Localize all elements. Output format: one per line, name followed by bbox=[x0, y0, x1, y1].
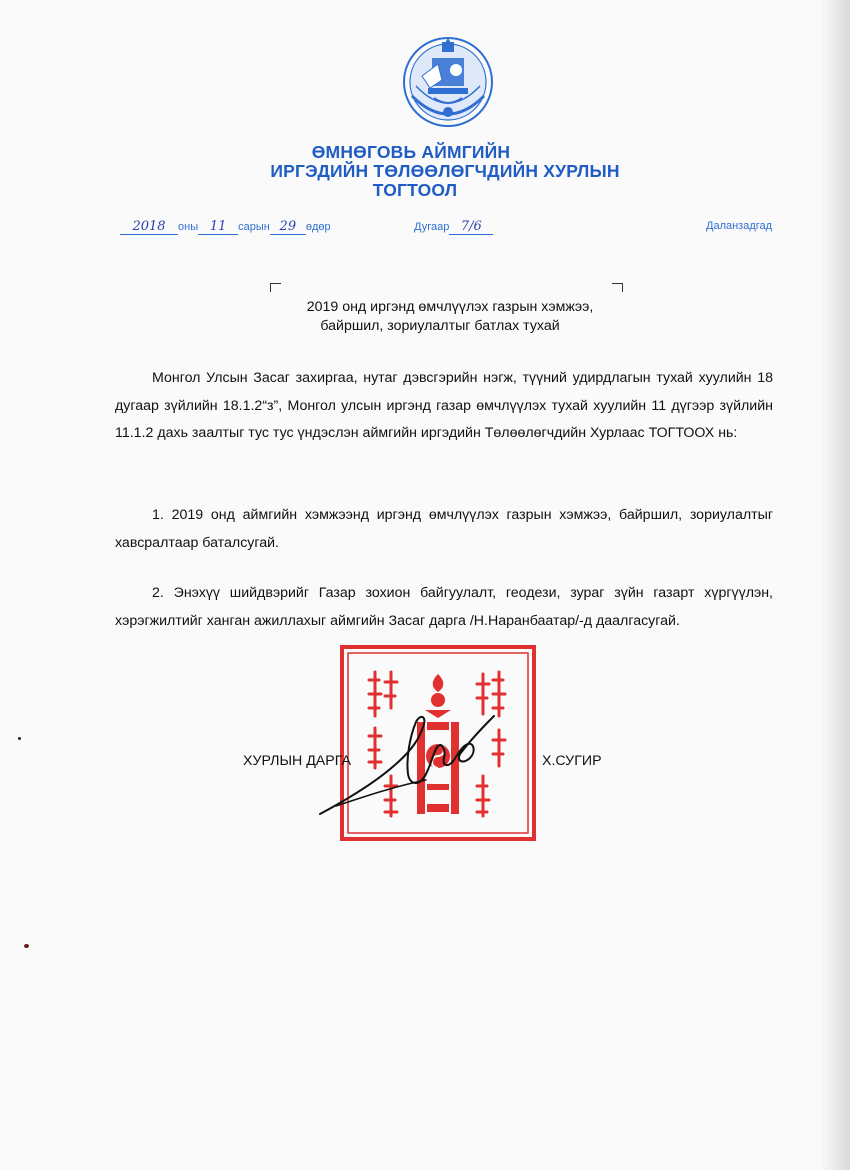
document-number-label: Дугаар bbox=[414, 221, 450, 233]
document-number-value: 7/6 bbox=[449, 220, 493, 235]
subject-corner-left bbox=[270, 283, 281, 292]
body-paragraph-preamble: Монгол Улсын Засаг захиргаа, нутаг дэвсгэрийн нэгж, түүний удирдлагын тухай хуулийн 18 дугаар зүйлийн 18.1.2“з”, Монгол улсын иргэнд газар өмчлүүлэх тухай хуулийн 11 дүгээр зүйлийн 11.1.2 дахь заалтыг тус тус үндэслэн аймгийн иргэдийн Төлөөлөгчдийн Хурлаас ТОГТООХ нь: bbox=[115, 370, 773, 442]
date-year-value: 2018 bbox=[120, 220, 178, 235]
date-line bbox=[120, 220, 331, 235]
scan-speck bbox=[24, 944, 29, 948]
date-day-value: 29 bbox=[270, 220, 306, 235]
date-year-label: оны bbox=[178, 221, 199, 233]
date-day-label: өдөр bbox=[305, 221, 331, 233]
scan-speck bbox=[18, 737, 21, 740]
handwritten-signature bbox=[316, 702, 506, 822]
header-council-title: ИРГЭДИЙН ТӨЛӨӨЛӨГЧДИЙН ХУРЛЫН bbox=[270, 161, 620, 181]
subject-corner-right bbox=[612, 283, 623, 292]
subject-line-1: 2019 онд иргэнд өмчлүүлэх газрын хэмжээ, bbox=[306, 299, 594, 315]
signatory-name: Х.СУГИР bbox=[542, 753, 602, 769]
header-document-type: ТОГТООЛ bbox=[372, 180, 458, 200]
subject-line-2: байршил, зориулалтыг батлах тухай bbox=[320, 318, 560, 334]
header-aimag-title: ӨМНӨГОВЬ АЙМГИЙН bbox=[311, 142, 511, 162]
document-place: Даланзадгад bbox=[706, 220, 773, 232]
body-paragraph-decision-2: 2. Энэхүү шийдвэрийг Газар зохион байгуулалт, геодези, зураг зүйн газарт хүргүүлэн, хэрэгжилтийг ханган ажиллахыг аймгийн Засаг дарга /Н.Наранбаатар/-д даалгасугай. bbox=[115, 585, 773, 629]
state-emblem-icon bbox=[402, 36, 494, 128]
date-month-value: 11 bbox=[198, 220, 238, 235]
date-month-label: сарын bbox=[238, 221, 270, 233]
body-paragraph-decision-1: 1. 2019 онд аймгийн хэмжээнд иргэнд өмчлүүлэх газрын хэмжээ, байршил, зориулалтыг хавсралтаар баталсугай. bbox=[115, 507, 773, 551]
signatory-role: ХУРЛЫН ДАРГА bbox=[243, 753, 351, 769]
document-number bbox=[414, 220, 493, 235]
